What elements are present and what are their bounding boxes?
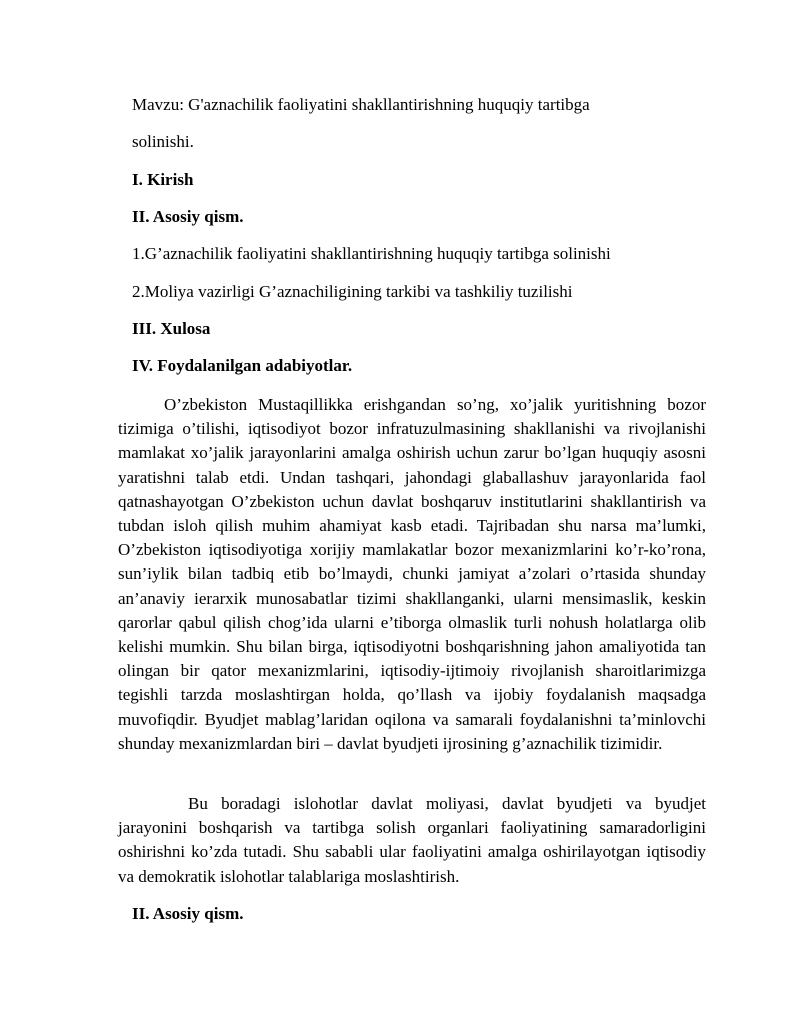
outline-references-heading: IV. Foydalanilgan adabiyotlar.: [132, 356, 353, 375]
outline-item-2: 2.Moliya vazirligi G’aznachiligining tarkibi va tashkiliy tuzilishi: [132, 282, 573, 301]
outline-main-heading: II. Asosiy qism.: [132, 207, 244, 226]
outline-item-1: 1.G’aznachilik faoliyatini shakllantirishning huquqiy tartibga solinishi: [132, 244, 611, 263]
outline-conclusion-heading: III. Xulosa: [132, 319, 211, 338]
topic-line-2: solinishi.: [132, 132, 194, 151]
body-paragraph-2: Bu boradagi islohotlar davlat moliyasi, davlat byudjeti va byudjet jarayonini boshqarish va tartibga solish organlari faoliyatining samaradorligini oshirishni ko’zda tutadi. Shu sababli ular faoliyatini amalga oshirilayotgan iqtisodiy va demokratik islohotlar talablariga moslashtirish.: [118, 794, 706, 886]
section-heading: II. Asosiy qism.: [132, 904, 244, 923]
topic-line-1: Mavzu: G'aznachilik faoliyatini shakllantirishning huquqiy tartibga: [132, 95, 590, 114]
outline-intro-heading: I. Kirish: [132, 170, 194, 189]
body-paragraph-1: O’zbekiston Mustaqillikka erishgandan so’ng, xo’jalik yuritishning bozor tizimiga o’tilishi, iqtisodiyot bozor infratuzulmasining shakllanishi va rivojlanishi mamlakat xo’jalik jarayonlarini amalga oshirish uchun zarur bo’lgan huquqiy asosni yaratishni talab etdi. Undan tashqari, jahondagi glaballashuv jarayonlarida faol qatnashayotgan O’zbekiston uchun davlat boshqaruv institutlarini shakllantirish va tubdan isloh qilish muhim ahamiyat kasb etadi. Tajribadan shu narsa ma’lumki, O’zbekiston iqtisodiyotiga xorijiy mamlakatlar bozor mexanizmlarini ko’r-ko’rona, sun’iylik bilan tadbiq etib bo’lmaydi, chunki jamiyat a’zolari o’rtasida shunday an’anaviy ierarxik munosabatlar tizimi shakllanganki, ularni mensimaslik, keskin qarorlar qabul qilish chog’ida ularni e’tiborga olmaslik turli nohush holatlarga olib kelishi mumkin. Shu bilan birga, iqtisodiyotni boshqarishning jahon amaliyotida tan olingan bir qator mexanizmlarini, iqtisodiy-ijtimoiy rivojlanish sharoitlarimizga tegishli tarzda moslashtirgan holda, qo’llash va ijobiy foydalanish maqsadga muvofiqdir. Byudjet mablag’laridan oqilona va samarali foydalanishni ta’minlovchi shunday mexanizmlardan biri – davlat byudjeti ijrosining g’aznachilik tizimidir.: [118, 395, 706, 753]
